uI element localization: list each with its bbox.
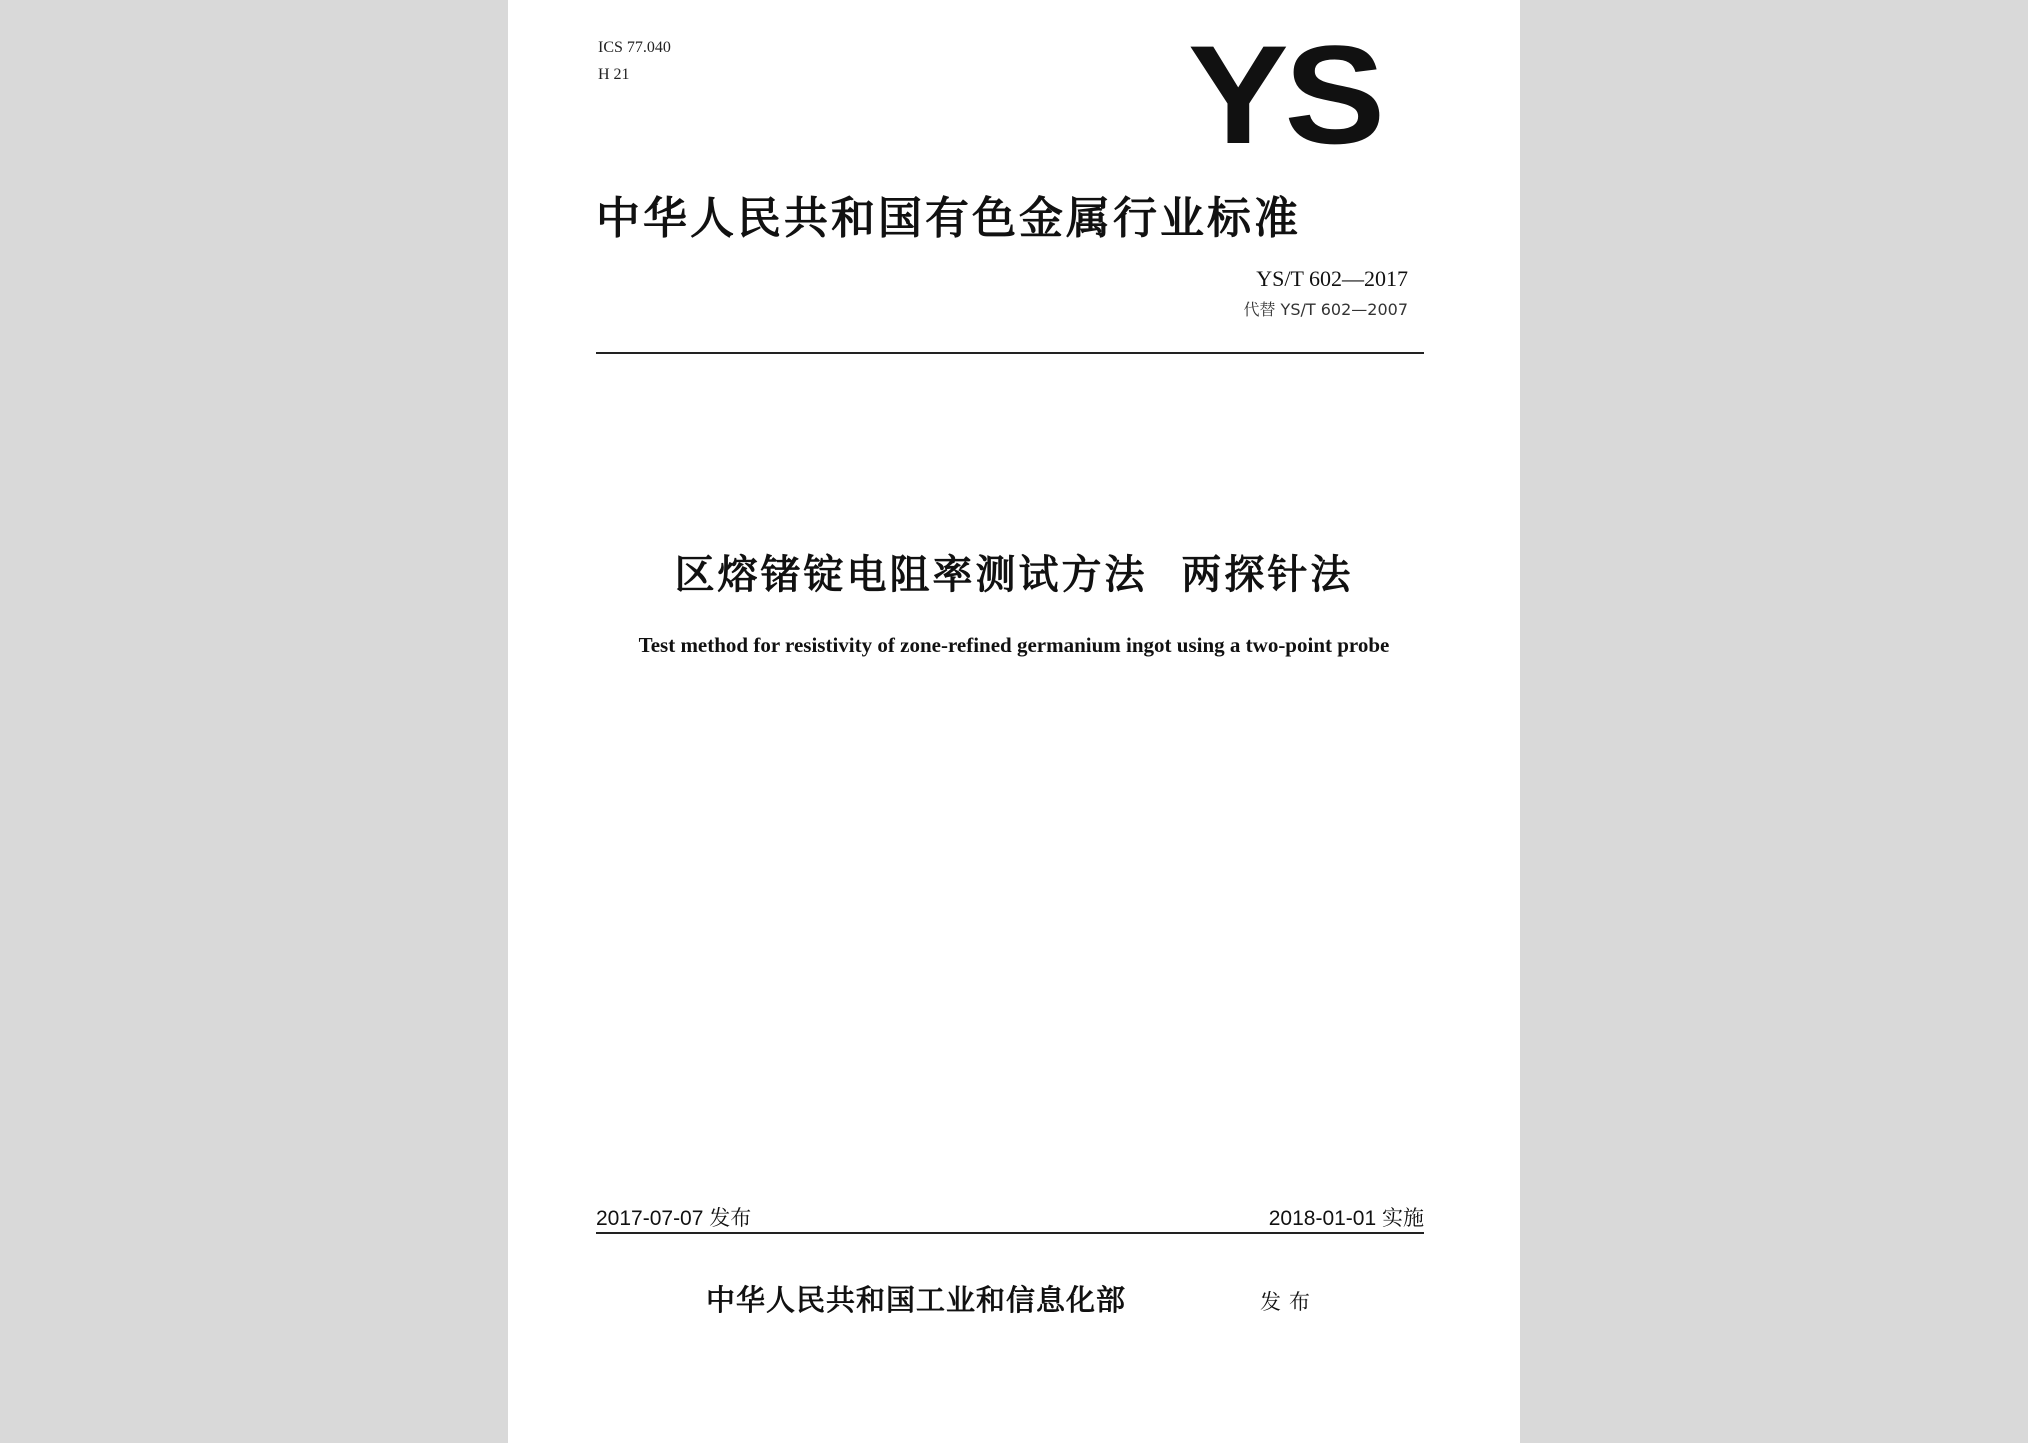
issuing-authority: 中华人民共和国工业和信息化部	[706, 1283, 1127, 1317]
industry-standard-title: 中华人民共和国有色金属行业标准	[596, 193, 1301, 244]
implementation-date: 2018-01-01 实施	[1268, 1207, 1424, 1230]
replaces-standard: 代替 YS/T 602—2007	[1243, 300, 1408, 319]
header-divider	[596, 352, 1424, 354]
footer-divider	[596, 1232, 1424, 1234]
date-row	[596, 1202, 1424, 1232]
issue-date: 2017-07-07 发布	[596, 1207, 752, 1230]
ys-logo	[1178, 16, 1390, 173]
issuer-action: 发布	[1260, 1290, 1318, 1314]
ys-logo-text: YS	[1187, 16, 1381, 173]
document-page	[508, 0, 1520, 1443]
document-title-chinese: 区熔锗锭电阻率测试方法 两探针法	[674, 552, 1354, 598]
classification-block	[598, 34, 671, 88]
ics-code: ICS 77.040	[598, 39, 671, 56]
standard-number: YS/T 602—2017	[1256, 266, 1408, 291]
document-title-english: Test method for resistivity of zone-refined germanium ingot using a two-point probe	[638, 633, 1390, 657]
classification-code: H 21	[598, 66, 630, 83]
